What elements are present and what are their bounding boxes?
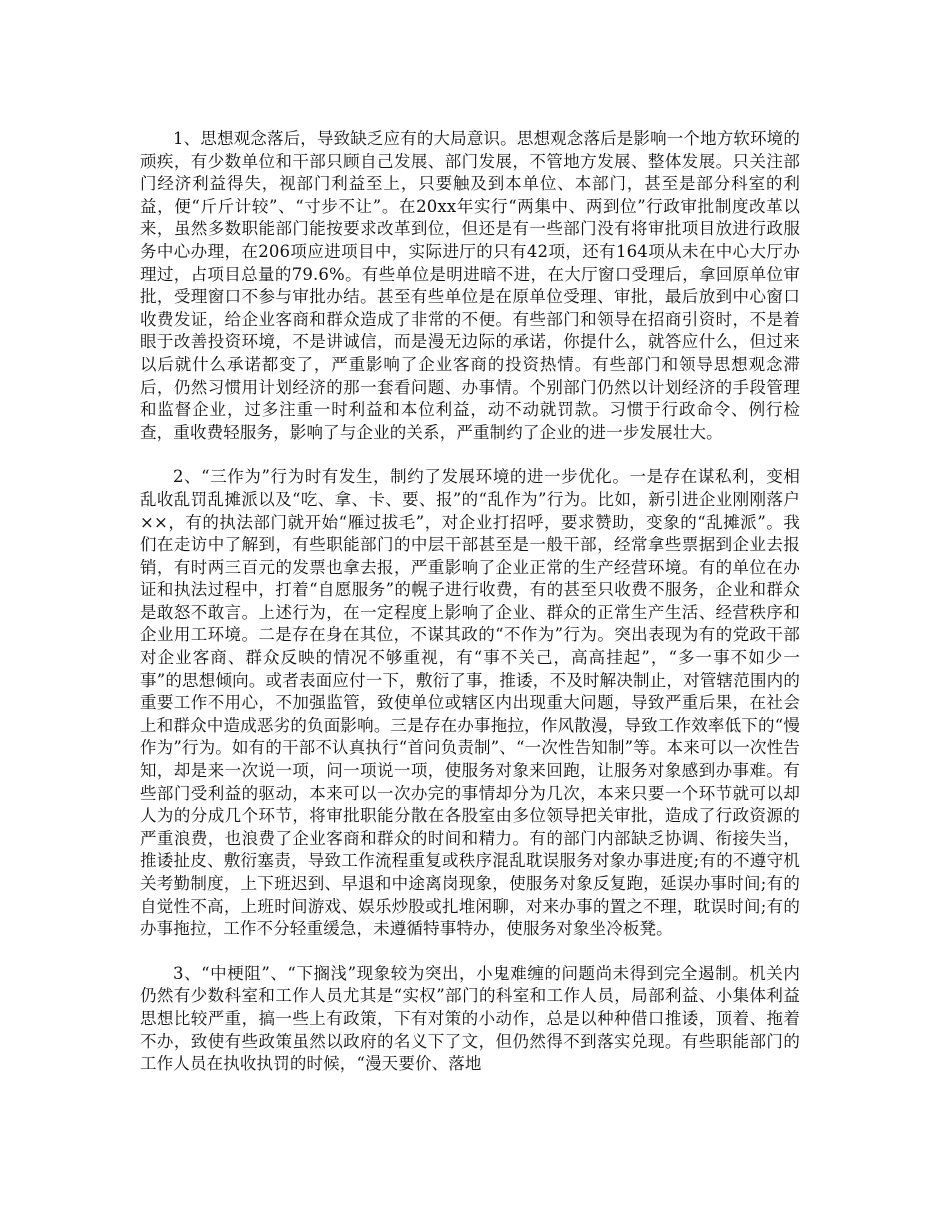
document-body [140, 128, 800, 1098]
paragraph-3: 3、“中梗阻”、“下搁浅”现象较为突出，小鬼难缠的问题尚未得到完全遏制。机关内仍然有少数科室和工作人员尤其是“实权”部门的科室和工作人员，局部利益、小集体利益思想比较严重，搞一些上有政策，下有对策的小动作，总是以种种借口推诿，顶着、拖着不办，致使有些政策虽然以政府的名义下了文，但仍然得不到落实兑现。有些职能部门的工作人员在执收执罚的时候，“漫天要价、落地 [140, 963, 800, 1074]
paragraph-1: 1、思想观念落后，导致缺乏应有的大局意识。思想观念落后是影响一个地方软环境的顽疾，有少数单位和干部只顾自己发展、部门发展，不管地方发展、整体发展。只关注部门经济利益得失，视部门利益至上，只要触及到本单位、本部门，甚至是部分科室的利益，便“斤斤计较”、“寸步不让”。在20xx年实行“两集中、两到位”行政审批制度改革以来，虽然多数职能部门能按要求改革到位，但还是有一些部门没有将审批项目放进行政服务中心办理，在206项应进项目中，实际进厅的只有42项，还有164项从未在中心大厅办理过，占项目总量的79.6%。有些单位是明进暗不进，在大厅窗口受理后，拿回原单位审批，受理窗口不参与审批办结。甚至有些单位是在原单位受理、审批，最后放到中心窗口收费发证，给企业客商和群众造成了非常的不便。有些部门和领导在招商引资时，不是着眼于改善投资环境，不是讲诚信，而是漫无边际的承诺，你提什么，就答应什么，但过来以后就什么承诺都变了，严重影响了企业客商的投资热情。有些部门和领导思想观念滞后，仍然习惯用计划经济的那一套看问题、办事情。个别部门仍然以计划经济的手段管理和监督企业，过多注重一时利益和本位利益，动不动就罚款。习惯于行政命令、例行检查，重收费轻服务，影响了与企业的关系，严重制约了企业的进一步发展壮大。 [140, 129, 800, 442]
paragraph-2: 2、“三作为”行为时有发生，制约了发展环境的进一步优化。一是存在谋私利，变相乱收乱罚乱摊派以及“吃、拿、卡、要、报”的“乱作为”行为。比如，新引进企业刚刚落户××，有的执法部门就开始“雁过拔毛”，对企业打招呼，要求赞助，变象的“乱摊派”。我们在走访中了解到，有些职能部门的中层干部甚至是一般干部，经常拿些票据到企业去报销，有时两三百元的发票也拿去报，严重影响了企业正常的生产经营环境。有的单位在办证和执法过程中，打着“自愿服务”的幌子进行收费，有的甚至只收费不服务，企业和群众是敢怒不敢言。上述行为，在一定程度上影响了企业、群众的正常生产生活、经营秩序和企业用工环境。二是存在身在其位，不谋其政的“不作为”行为。突出表现为有的党政干部对企业客商、群众反映的情况不够重视，有“事不关己，高高挂起”，“多一事不如少一事”的思想倾向。或者表面应付一下，敷衍了事，推诿，不及时解决制止，对管辖范围内的重要工作不用心，不加强监管，致使单位或辖区内出现重大问题，导致严重后果，在社会上和群众中造成恶劣的负面影响。三是存在办事拖拉，作风散漫，导致工作效率低下的“慢作为”行为。如有的干部不认真执行“首问负责制”、“一次性告知制”等。本来可以一次性告知，却是来一次说一项，问一项说一项，使服务对象来回跑，让服务对象感到办事难。有些部门受利益的驱动，本来可以一次办完的事情却分为几次，本来只要一个环节就可以却人为的分成几个环节，将审批职能分散在各股室由多位领导把关审批，造成了行政资源的严重浪费，也浪费了企业客商和群众的时间和精力。有的部门内部缺乏协调、衔接失当，推诿扯皮、敷衍塞责，导致工作流程重复或秩序混乱耽误服务对象办事进度;有的不遵守机关考勤制度，上下班迟到、早退和中途离岗现象，使服务对象反复跑，延误办事时间;有的自觉性不高，上班时间游戏、娱乐炒股或扎堆闲聊，对来办事的置之不理，耽误时间;有的办事拖拉，工作不分轻重缓急，未遵循特事特办，使服务对象坐冷板凳。 [140, 467, 800, 939]
